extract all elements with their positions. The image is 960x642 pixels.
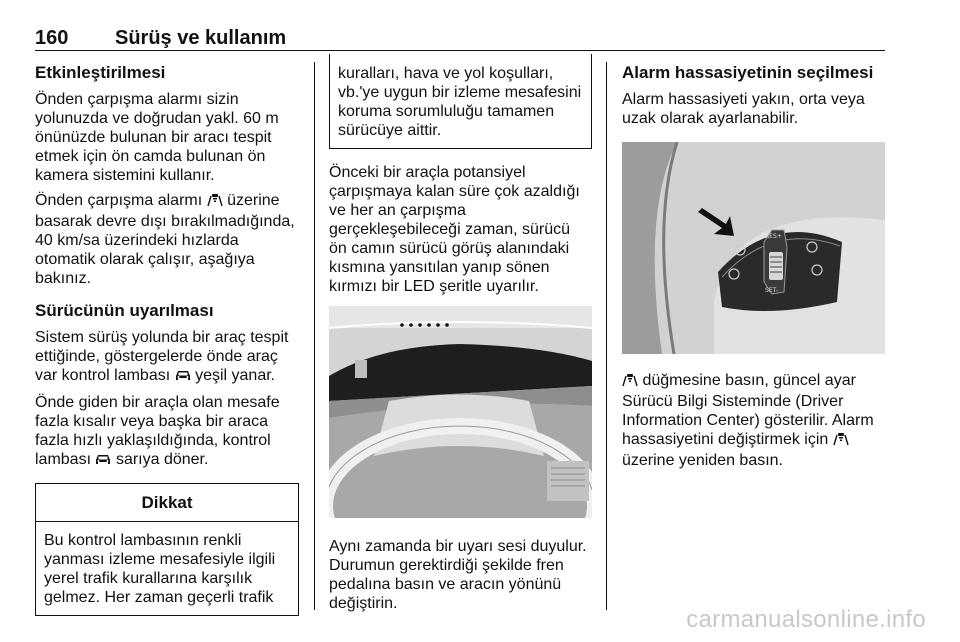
vehicle-ahead-icon <box>95 452 111 471</box>
column-3 <box>622 62 885 476</box>
paragraph-warning-1 <box>35 328 299 387</box>
following-distance-icon <box>207 193 223 212</box>
caution-box-continued: kuralları, hava ve yol koşulları, vb.'ye uygun bir izleme mesafesini koruma sorumluluğu tamamen sürücüye aittir. <box>329 54 592 149</box>
windshield-led-illustration <box>329 306 592 523</box>
page-number: 160 <box>35 27 69 49</box>
text-fragment: üzerine yeniden basın. <box>622 452 783 469</box>
steering-wheel-illustration <box>622 142 885 359</box>
following-distance-icon <box>833 432 849 451</box>
heading-driver-warning: Sürücünün uyarılması <box>35 301 214 320</box>
text-fragment: Önde giden bir araçla olan mesafe fazla kısalır veya başka bir araca fazla hızlı yaklaşıldığında, kontrol lambası <box>35 394 280 468</box>
caution-box <box>35 483 299 616</box>
chapter-title: Sürüş ve kullanım <box>115 27 287 49</box>
paragraph-sensitivity-intro: Alarm hassasiyeti yakın, orta veya uzak olarak ayarlanabilir. <box>622 91 865 127</box>
following-distance-icon <box>622 373 638 392</box>
paragraph-collision-imminent: Önceki bir araçla potansiyel çarpışmaya kalan süre çok azaldığı ve her an çarpışma gerçekleşebileceği zaman, sürücü ön camın sürücü görüş alanındaki kısmına yansıtılan yanıp sönen kırmızı bir LED şeritle uyarılır. <box>329 164 580 295</box>
heading-select-sensitivity: Alarm hassasiyetinin seçilmesi <box>622 63 874 82</box>
text-fragment: yeşil yanar. <box>195 367 276 384</box>
paragraph-warning-2 <box>35 393 299 471</box>
res-label: RES+ <box>765 233 782 240</box>
paragraph-activation-2 <box>35 191 299 288</box>
text-fragment: üzerine basarak devre dışı bırakılmadığında, 40 km/sa üzerindeki hızlarda otomatik olarak çalışır, aşağıya bakınız. <box>35 192 295 287</box>
column-divider-1 <box>314 62 315 610</box>
column-divider-2 <box>606 62 607 610</box>
text-fragment: sarıya döner. <box>115 451 209 468</box>
text-fragment: Önden çarpışma alarmı <box>35 192 203 209</box>
header-rule <box>35 50 885 51</box>
column-1 <box>35 62 299 616</box>
set-label: SET- <box>765 287 778 294</box>
caution-title: Dikkat <box>36 484 298 522</box>
column-2 <box>329 62 592 619</box>
heading-activation: Etkinleştirilmesi <box>35 63 166 82</box>
paragraph-audible-warning: Aynı zamanda bir uyarı sesi duyulur. Durumun gerektirdiği şekilde fren pedalına basın ve aracın yönünü değiştirin. <box>329 538 587 612</box>
vehicle-ahead-icon <box>175 368 191 387</box>
caution-text: Bu kontrol lambasının renkli yanması izleme mesafesiyle ilgili yerel trafik kurallarına karşılık gelmez. Her zaman geçerli trafik <box>44 532 276 606</box>
watermark: carmanualsonline.info <box>686 606 926 633</box>
text-fragment: Sistem sürüş yolunda bir araç tespit ettiğinde, göstergelerde önde araç var kontrol lambası <box>35 329 289 384</box>
paragraph-activation-1: Önden çarpışma alarmı sizin yolunuzda ve doğrudan yakl. 60 m önünüzde bulunan bir aracı tespit etmek için ön camda bulunan ön kamera sistemini kullanır. <box>35 91 279 184</box>
paragraph-sensitivity-instructions <box>622 371 885 470</box>
text-fragment: düğmesine basın, güncel ayar Sürücü Bilgi Sisteminde (Driver Information Center) gösterilir. Alarm hassasiyetini değiştirmek için <box>622 372 874 448</box>
